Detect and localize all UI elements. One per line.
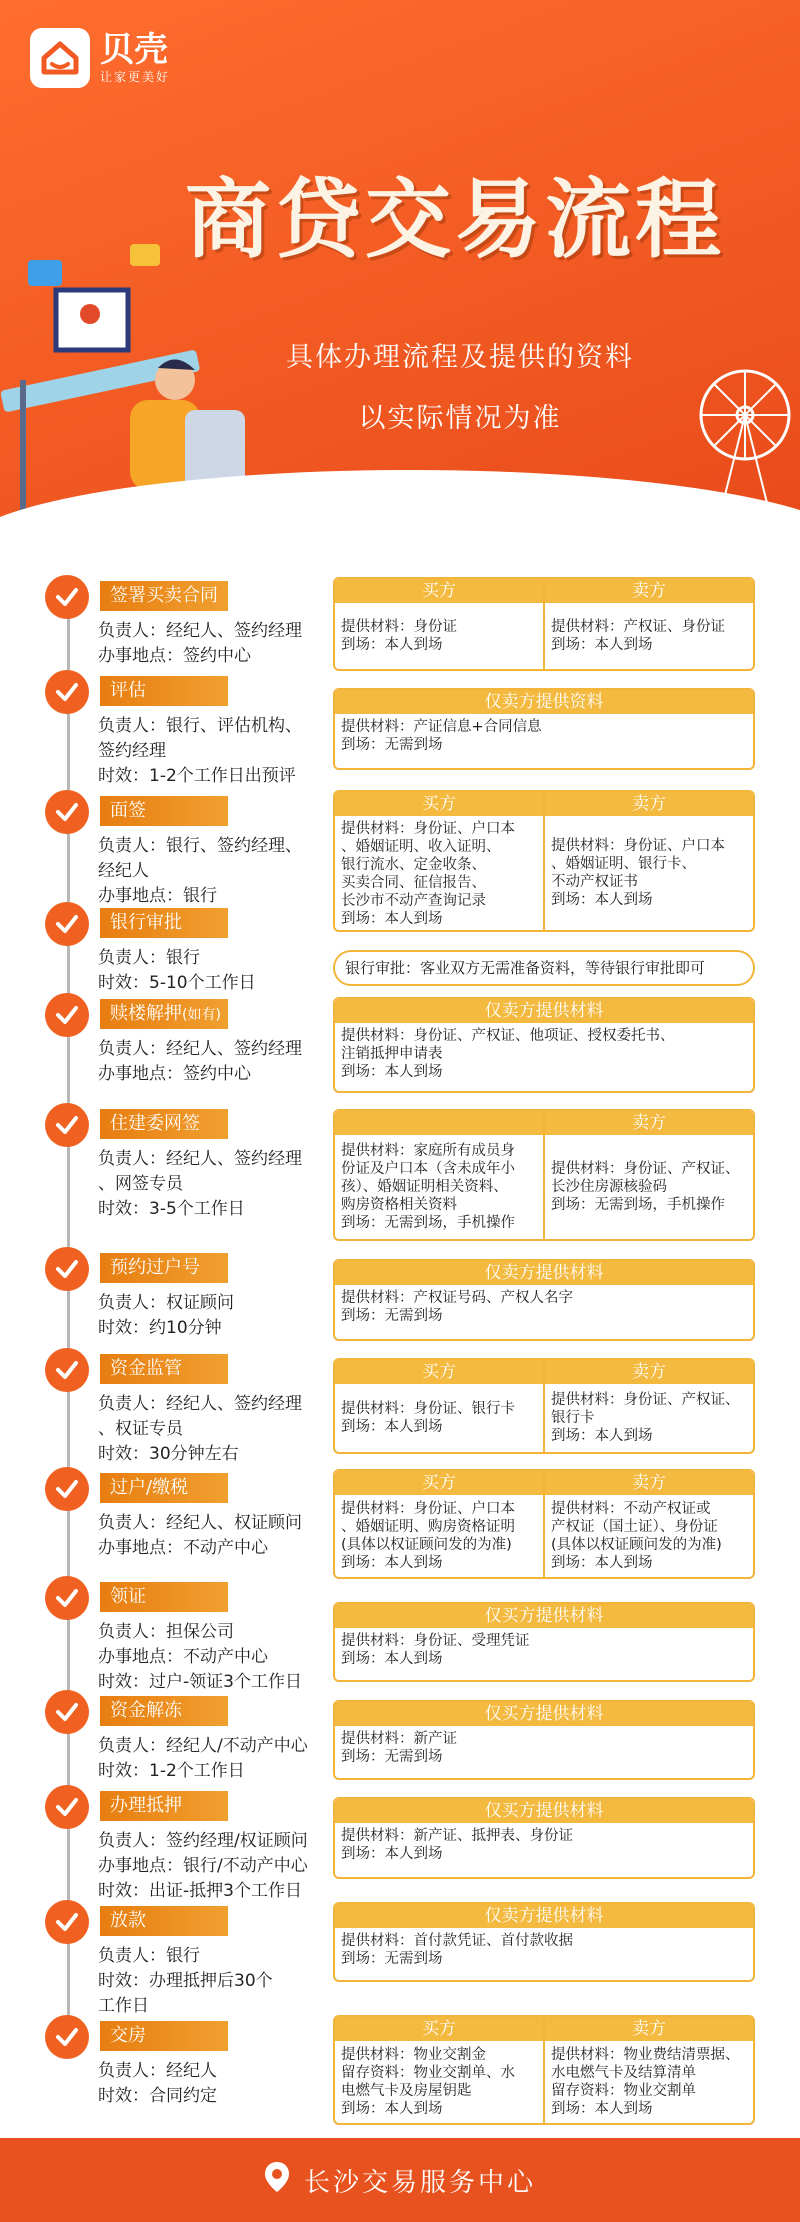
material-line: 、婚姻证明、收入证明、: [341, 839, 501, 855]
info-line: 负责人：银行、签约经理、: [98, 836, 302, 856]
info-line: 负责人：银行: [98, 1946, 200, 1966]
material-line: 到场：本人到场: [551, 2101, 653, 2117]
info-line: 时效：5-10个工作日: [98, 973, 256, 993]
material-line: 注销抵押申请表: [341, 1046, 443, 1062]
step-info: [98, 2059, 328, 2109]
single-party-header: 仅买方提供材料: [335, 1604, 753, 1628]
material-line: 提供材料：身份证、户口本: [341, 1501, 515, 1517]
material-line: 到场：无需到场: [341, 1308, 443, 1324]
info-line: 办事地点：签约中心: [98, 1064, 251, 1084]
step-info: [98, 619, 328, 669]
info-line: 时效：约10分钟: [98, 1318, 222, 1338]
material-line: 到场：本人到场: [551, 637, 653, 653]
info-line: 时效：合同约定: [98, 2086, 217, 2106]
material-line: 提供材料：产权证、身份证: [551, 619, 725, 635]
info-line: 工作日: [98, 1996, 149, 2016]
step-label: 评估: [100, 676, 228, 706]
material-line: 银行卡: [551, 1410, 595, 1426]
buyer-header: 买方: [335, 792, 543, 816]
single-party-header: 仅卖方提供材料: [335, 999, 753, 1023]
buyer-header: 买方: [335, 579, 543, 603]
step-info: [98, 1291, 328, 1341]
materials-card: [333, 577, 755, 671]
info-line: 办事地点：签约中心: [98, 646, 251, 666]
single-party-header: 仅卖方提供材料: [335, 1904, 753, 1928]
single-party-header: 仅卖方提供资料: [335, 690, 753, 714]
material-line: 提供材料：新产证: [341, 1731, 457, 1747]
materials-card: [333, 2015, 755, 2125]
material-line: 提供材料：身份证: [341, 619, 457, 635]
page-subtitle-1: 具体办理流程及提供的资料: [286, 342, 634, 373]
material-line: 、婚姻证明、购房资格证明: [341, 1519, 515, 1535]
hero-banner: [0, 0, 800, 555]
material-line: 提供材料：身份证、产权证、: [551, 1392, 740, 1408]
footer-text: 长沙交易服务中心: [303, 2167, 536, 2198]
brand-logo: [30, 28, 170, 88]
material-line: 提供材料：身份证、产权证、: [551, 1161, 740, 1177]
step-label: 资金监管: [100, 1354, 228, 1384]
material-line: (具体以权证顾问发的为准): [341, 1537, 512, 1553]
info-line: 负责人：银行、评估机构、: [98, 716, 302, 736]
info-line: 负责人：经纪人/不动产中心: [98, 1736, 308, 1756]
step-label-text: 赎楼解押: [110, 1003, 182, 1024]
material-line: 购房资格相关资料: [341, 1197, 457, 1213]
step-label: 资金解冻: [100, 1696, 228, 1726]
page-subtitle-2: 以实际情况为准: [358, 403, 562, 434]
material-line: 提供材料：身份证、产权证、他项证、授权委托书、: [341, 1028, 675, 1044]
seller-header: 卖方: [545, 1111, 753, 1135]
material-line: 留存资料：物业交割单: [551, 2083, 696, 2099]
step-label: 领证: [100, 1582, 228, 1612]
checkmark-icon: [45, 1900, 89, 1944]
materials-card: [333, 790, 755, 932]
materials-card: [333, 997, 755, 1093]
material-line: 银行流水、定金收条、: [341, 857, 486, 873]
page-title: 商贷交易流程: [185, 169, 725, 270]
step-info: [98, 1147, 328, 1222]
checkmark-icon: [45, 2015, 89, 2059]
step-info: [98, 1734, 328, 1784]
materials-card: [333, 1700, 755, 1780]
info-line: 负责人：经纪人: [98, 2061, 217, 2081]
seller-header: 卖方: [545, 1471, 753, 1495]
bank-approval-note: 银行审批：客业双方无需准备资料，等待银行审批即可: [333, 950, 755, 986]
material-line: 、婚姻证明、银行卡、: [551, 856, 696, 872]
checkmark-icon: [45, 1576, 89, 1620]
material-line: 买卖合同、征信报告、: [341, 875, 486, 891]
brand-name: 贝壳: [100, 29, 168, 70]
step-info: [98, 1944, 328, 2019]
material-line: 到场：无需到场，手机操作: [341, 1215, 515, 1231]
step-info: [98, 946, 328, 996]
checkmark-icon: [45, 1348, 89, 1392]
step-label: [100, 999, 228, 1029]
material-line: 长沙市不动产查询记录: [341, 893, 486, 909]
material-line: 电燃气卡及房屋钥匙: [341, 2083, 472, 2099]
info-line: 办事地点：银行/不动产中心: [98, 1856, 308, 1876]
material-line: 孩）、婚姻证明相关资料、: [341, 1179, 508, 1195]
step-info: [98, 1037, 328, 1087]
materials-card: [333, 1797, 755, 1879]
info-line: 时效：1-2个工作日: [98, 1761, 245, 1781]
material-line: 提供材料：物业费结清票据、: [551, 2047, 740, 2063]
info-line: 负责人：经纪人、签约经理: [98, 1394, 302, 1414]
material-line: 产权证（国土证）、身份证: [551, 1519, 718, 1535]
step-label: 签署买卖合同: [100, 581, 228, 611]
material-line: 提供材料：首付款凭证、首付款收据: [341, 1933, 573, 1949]
info-line: 负责人：经纪人、签约经理: [98, 621, 302, 641]
material-line: 提供材料：身份证、户口本: [341, 821, 515, 837]
step-label: 银行审批: [100, 908, 228, 938]
checkmark-icon: [45, 993, 89, 1037]
material-line: 到场：无需到场，手机操作: [551, 1197, 725, 1213]
info-line: 负责人：担保公司: [98, 1622, 234, 1642]
material-line: (具体以权证顾问发的为准): [551, 1537, 722, 1553]
material-line: 提供材料：产证信息+合同信息: [341, 719, 542, 735]
materials-card: [333, 1602, 755, 1682]
info-line: 签约经理: [98, 741, 166, 761]
buyer-header: 买方: [335, 1471, 543, 1495]
material-line: 提供材料：新产证、抵押表、身份证: [341, 1828, 573, 1844]
material-line: 到场：本人到场: [341, 1419, 443, 1435]
info-line: 负责人：银行: [98, 948, 200, 968]
step-label: 住建委网签: [100, 1109, 228, 1139]
material-line: 到场：无需到场: [341, 1749, 443, 1765]
materials-card: [333, 1469, 755, 1579]
material-line: 到场：无需到场: [341, 737, 443, 753]
material-line: 到场：本人到场: [341, 2101, 443, 2117]
info-line: 负责人：经纪人、权证顾问: [98, 1513, 302, 1533]
step-info: [98, 834, 328, 909]
step-info: [98, 1620, 328, 1695]
material-line: 到场：本人到场: [551, 1555, 653, 1571]
location-pin-icon: [264, 2161, 290, 2200]
step-label: 放款: [100, 1906, 228, 1936]
material-line: 到场：本人到场: [551, 892, 653, 908]
checkmark-icon: [45, 1690, 89, 1734]
info-line: 时效：办理抵押后30个: [98, 1971, 273, 1991]
single-party-header: 仅卖方提供材料: [335, 1261, 753, 1285]
info-line: 负责人：经纪人、签约经理: [98, 1039, 302, 1059]
seller-header: 卖方: [545, 2017, 753, 2041]
materials-card: [333, 1259, 755, 1341]
step-label-note: (如有): [182, 1007, 221, 1023]
materials-card: [333, 1902, 755, 1982]
seller-header: 卖方: [545, 1360, 753, 1384]
info-line: 办事地点：不动产中心: [98, 1538, 268, 1558]
info-line: 负责人：经纪人、签约经理: [98, 1149, 302, 1169]
checkmark-icon: [45, 902, 89, 946]
material-line: 到场：本人到场: [341, 911, 443, 927]
material-line: 到场：本人到场: [341, 1064, 443, 1080]
material-line: 提供材料：物业交割金: [341, 2047, 486, 2063]
material-line: 提供材料：不动产权证或: [551, 1501, 711, 1517]
info-line: 办事地点：不动产中心: [98, 1647, 268, 1667]
buyer-header: 买方: [335, 1360, 543, 1384]
info-line: 、网签专员: [98, 1174, 183, 1194]
info-line: 时效：30分钟左右: [98, 1444, 239, 1464]
material-line: 提供材料：家庭所有成员身: [341, 1143, 515, 1159]
info-line: 负责人：签约经理/权证顾问: [98, 1831, 308, 1851]
material-line: 提供材料：身份证、户口本: [551, 838, 725, 854]
materials-card: [333, 688, 755, 770]
info-line: 时效：出证-抵押3个工作日: [98, 1881, 302, 1901]
checkmark-icon: [45, 670, 89, 714]
step-info: [98, 1511, 328, 1561]
info-line: 办事地点：银行: [98, 886, 217, 906]
material-line: 提供材料：身份证、银行卡: [341, 1401, 515, 1417]
house-logo-icon: [30, 28, 90, 88]
material-line: 长沙住房源核验码: [551, 1179, 667, 1195]
material-line: 到场：本人到场: [341, 1846, 443, 1862]
info-line: 、权证专员: [98, 1419, 183, 1439]
checkmark-icon: [45, 575, 89, 619]
material-line: 留存资料：物业交割单、水: [341, 2065, 515, 2081]
step-info: [98, 1392, 328, 1467]
footer-bar: [0, 2138, 800, 2222]
step-info: [98, 1829, 328, 1904]
material-line: 提供材料：身份证、受理凭证: [341, 1633, 530, 1649]
info-line: 时效：1-2个工作日出预评: [98, 766, 296, 786]
checkmark-icon: [45, 1103, 89, 1147]
single-party-header: 仅买方提供材料: [335, 1702, 753, 1726]
step-info: [98, 714, 328, 789]
checkmark-icon: [45, 1467, 89, 1511]
seller-header: 卖方: [545, 792, 753, 816]
step-label: 面签: [100, 796, 228, 826]
material-line: 到场：本人到场: [551, 1428, 653, 1444]
seller-header: 卖方: [545, 579, 753, 603]
material-line: 到场：本人到场: [341, 637, 443, 653]
info-line: 时效：过户-领证3个工作日: [98, 1672, 302, 1692]
checkmark-icon: [45, 1247, 89, 1291]
info-line: 时效：3-5个工作日: [98, 1199, 245, 1219]
buyer-header: 买方: [335, 2017, 543, 2041]
material-line: 份证及户口本（含未成年小: [341, 1161, 515, 1177]
material-line: 提供材料：产权证号码、产权人名字: [341, 1290, 573, 1306]
material-line: 到场：无需到场: [341, 1951, 443, 1967]
info-line: 负责人：权证顾问: [98, 1293, 234, 1313]
buyer-header: [335, 1111, 543, 1135]
checkmark-icon: [45, 790, 89, 834]
materials-card: [333, 1358, 755, 1454]
step-label: 交房: [100, 2021, 228, 2051]
material-line: 到场：本人到场: [341, 1555, 443, 1571]
step-label: 预约过户号: [100, 1253, 228, 1283]
materials-card: [333, 1109, 755, 1241]
info-line: 经纪人: [98, 861, 149, 881]
material-line: 到场：本人到场: [341, 1651, 443, 1667]
single-party-header: 仅买方提供材料: [335, 1799, 753, 1823]
checkmark-icon: [45, 1785, 89, 1829]
material-line: 不动产权证书: [551, 874, 638, 890]
brand-slogan: 让家更美好: [100, 69, 171, 84]
step-label: 过户/缴税: [100, 1473, 228, 1503]
step-label: 办理抵押: [100, 1791, 228, 1821]
material-line: 水电燃气卡及结算清单: [551, 2065, 696, 2081]
